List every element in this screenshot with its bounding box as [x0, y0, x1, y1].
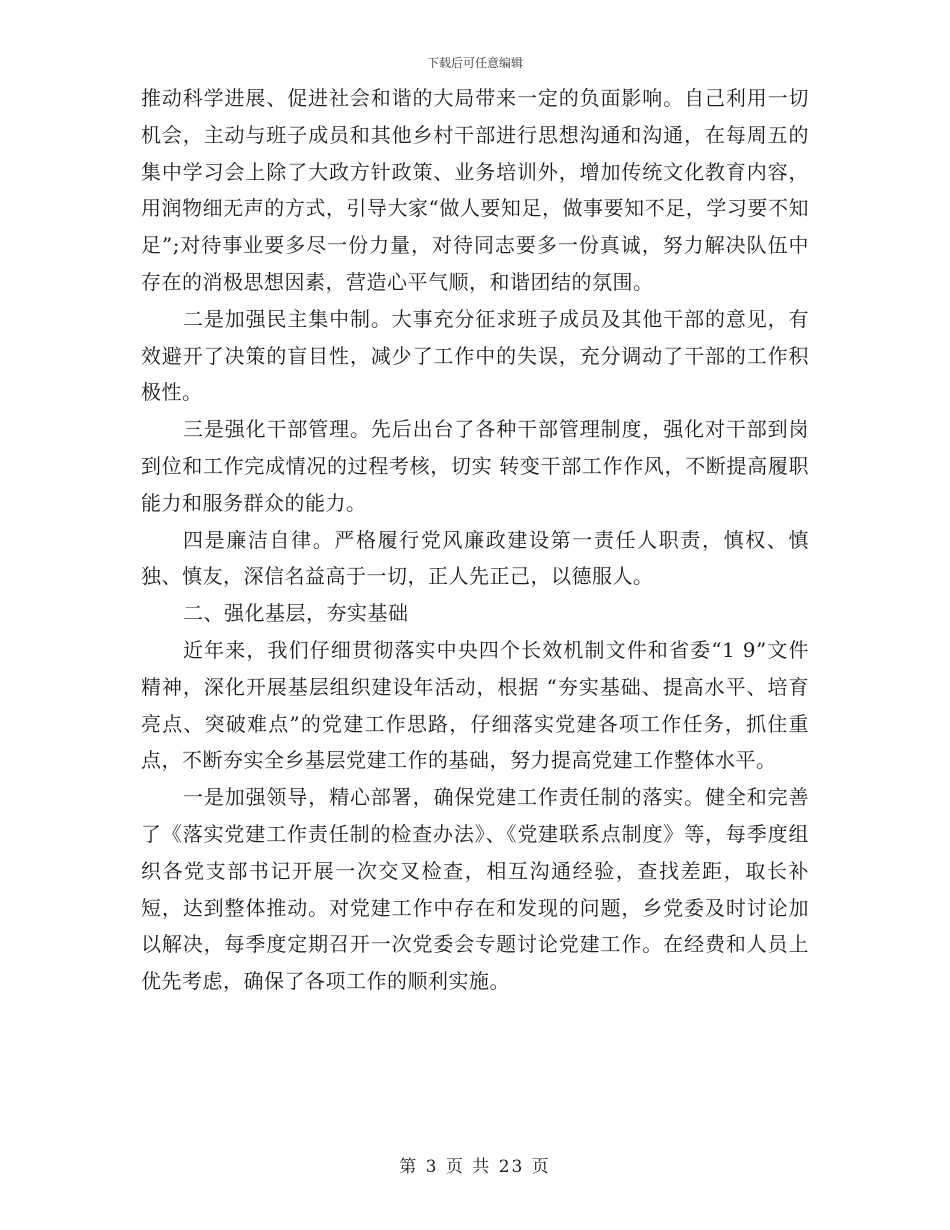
page-header: 下载后可任意编辑	[426, 56, 523, 70]
footer-suffix: 页	[531, 1157, 551, 1177]
paragraph-3: 三是强化干部管理。先后出台了各种干部管理制度，强化对干部到岗到位和工作完成情况的过程考核，切实 转变干部工作作风，不断提高履职能力和服务群众的能力。	[141, 417, 809, 515]
document-body	[141, 80, 809, 1000]
footer-prefix: 第	[399, 1157, 419, 1177]
paragraph-5: 近年来，我们仔细贯彻落实中央四个长效机制文件和省委“1 9”文件精神，深化开展基层组织建设年活动，根据 “夯实基础、提高水平、培育亮点、突破难点”的党建工作思路，仔细落实党建各项工作任务，抓住重点，不断夯实全乡基层党建工作的基础，努力提高党建工作整体水平。	[141, 637, 809, 773]
footer-total-pages: 23	[498, 1157, 525, 1177]
paragraph-1: 推动科学进展、促进社会和谐的大局带来一定的负面影响。自己利用一切机会，主动与班子成员和其他乡村干部进行思想沟通和沟通，在每周五的集中学习会上除了大政方针政策、业务培训外，增加传统文化教育内容，用润物细无声的方式，引导大家“做人要知足，做事要知不足，学习要不知足”;对待事业要多尽一份力量，对待同志要多一份真诚，努力解决队伍中存在的消极思想因素，营造心平气顺，和谐团结的氛围。	[141, 86, 809, 294]
paragraph-2: 二是加强民主集中制。大事充分征求班子成员及其他干部的意见，有效避开了决策的盲目性，减少了工作中的失误，充分调动了干部的工作积极性。	[141, 306, 809, 405]
paragraph-6: 一是加强领导，精心部署，确保党建工作责任制的落实。健全和完善了《落实党建工作责任制的检查办法》、《党建联系点制度》等，每季度组织各党支部书记开展一次交叉检查，相互沟通经验，查找差距，取长补短，达到整体推动。对党建工作中存在和发现的问题，乡党委及时讨论加以解决，每季度定期召开一次党委会专题讨论党建工作。在经费和人员上优先考虑，确保了各项工作的顺利实施。	[141, 785, 809, 994]
section-heading: 二、强化基层，夯实基础	[183, 601, 409, 626]
footer-page-number: 3	[425, 1157, 439, 1177]
paragraph-4: 四是廉洁自律。严格履行党风廉政建设第一责任人职责，慎权、慎独、慎友，深信名益高于一切，正人先正己，以德服人。	[141, 527, 809, 589]
page-footer	[0, 1152, 950, 1177]
footer-middle: 页 共	[445, 1157, 492, 1177]
